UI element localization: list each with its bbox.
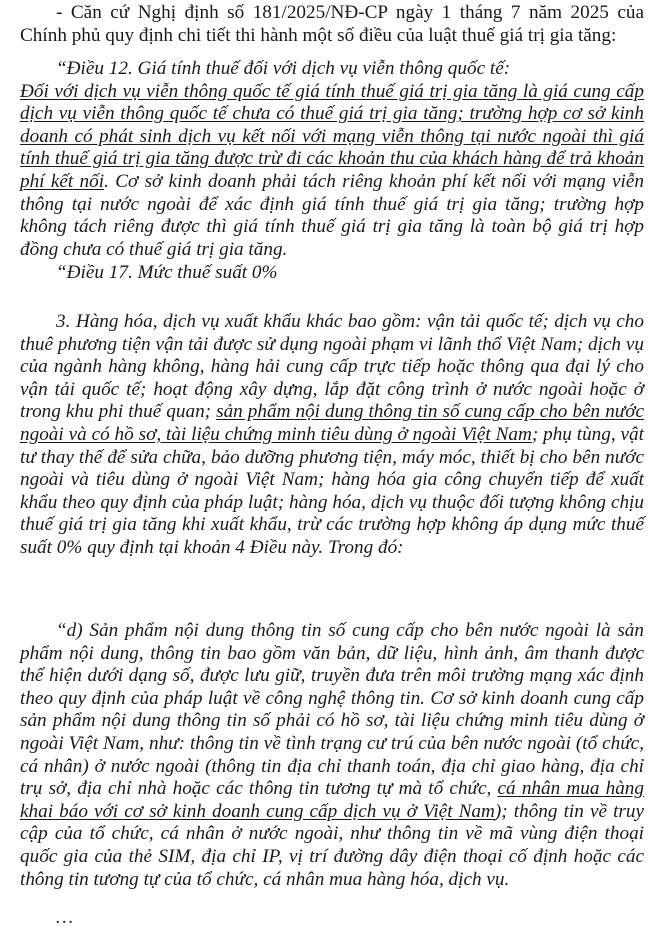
clause-3-text-start: 3. Hàng hóa, dịch vụ xuất khẩu khác bao gồm: vận tải quốc tế; dịch vụ cho thuê phương tiện vận tải được sử dụng ngoài phạm vi lãnh thổ Việt Nam; dịch vụ của ngành hàng không, hàng hải cung cấp trực tiếp hoặc thông qua đại lý cho vận tải quốc tế; hoạt động xây dựng, lắp đặt công trình ở nước ngoài hoặc ở trong khu phi thuế quan; <box>20 311 644 423</box>
point-d-paragraph <box>20 620 644 891</box>
clause-3-paragraph <box>20 311 644 560</box>
clause-3-underlined-text: sản phẩm nội dung thông tin số cung cấp cho bên nước ngoài và có hồ sơ, tài liệu chứng minh tiêu dùng ở ngoài Việt Nam <box>20 401 645 445</box>
article-12-underlined-text: Đối với dịch vụ viễn thông quốc tế giá tính thuế giá trị gia tăng là giá cung cấp dịch vụ viễn thông quốc tế chưa có thuế giá trị gia tăng; trường hợp cơ sở kinh doanh có phát sinh dịch vụ kết nối với mạng viễn thông tại nước ngoài thì giá tính thuế giá trị gia tăng được trừ đi các khoản thu của khách hàng để trả khoản phí kết nối <box>20 80 644 192</box>
article-12-paragraph <box>20 58 644 261</box>
article-12-text: . Cơ sở kinh doanh phải tách riêng khoản phí kết nối với mạng viễn thông tại nước ngoài để xác định giá tính thuế giá trị gia tăng; trường hợp không tách riêng được thì giá tính thuế giá trị gia tăng là toàn bộ giá trị hợp đồng chưa có thuế giá trị gia tăng. <box>20 170 644 260</box>
point-d-text-start: “d) Sản phẩm nội dung thông tin số cung cấp cho bên nước ngoài là sản phẩm nội dung, thông tin bao gồm văn bản, dữ liệu, hình ảnh, âm thanh được thể hiện dưới dạng số, được lưu giữ, truyền đưa trên môi trường mạng xác định theo quy định của pháp luật về công nghệ thông tin. Cơ sở kinh doanh cung cấp sản phẩm nội dung thông tin số phải có hồ sơ, tài liệu chứng minh tiêu dùng ở ngoài Việt Nam, như: thông tin về tình trạng cư trú của bên nước ngoài (tổ chức, cá nhân) ở nước ngoài (thông tin địa chỉ thanh toán, địa chỉ giao hàng, địa chỉ trụ sở, địa chỉ nhà hoặc các thông tin tương tự mà tổ chức, <box>20 620 644 800</box>
point-d-underlined-text: cá nhân mua hàng khai báo với cơ sở kinh doanh cung cấp dịch vụ ở Việt Nam <box>20 778 644 822</box>
article-17-heading: “Điều 17. Mức thuế suất 0% <box>56 262 278 283</box>
clause-3-text-end: ; phụ tùng, vật tư thay thế để sửa chữa, bảo dưỡng phương tiện, máy móc, thiết bị cho bên nước ngoài và tiêu dùng ở ngoài Việt Nam; hàng hóa gia công chuyển tiếp để xuất khẩu theo quy định của pháp luật; hàng hóa, dịch vụ thuộc đối tượng không chịu thuế giá trị gia tăng khi xuất khẩu, trừ các trường hợp không áp dụng mức thuế suất 0% quy định tại khoản 4 Điều này. Trong đó: <box>20 423 644 558</box>
point-d-text-end: ); thông tin về truy cập của tổ chức, cá nhân ở nước ngoài, như thông tin về mã vùng điện thoại quốc gia của thẻ SIM, địa chỉ IP, vị trí đường dây điện thoại cố định hoặc các thông tin tương tự của tổ chức, cá nhân mua hàng hóa, dịch vụ. <box>20 800 645 890</box>
trailing-ellipsis: … <box>56 907 74 928</box>
article-12-heading: “Điều 12. Giá tính thuế đối với dịch vụ viễn thông quốc tế: <box>56 58 511 79</box>
intro-paragraph: - Căn cứ Nghị định số 181/2025/NĐ-CP ngày 1 tháng 7 năm 2025 của Chính phủ quy định chi tiết thi hành một số điều của luật thuế giá trị gia tăng: <box>20 2 644 46</box>
